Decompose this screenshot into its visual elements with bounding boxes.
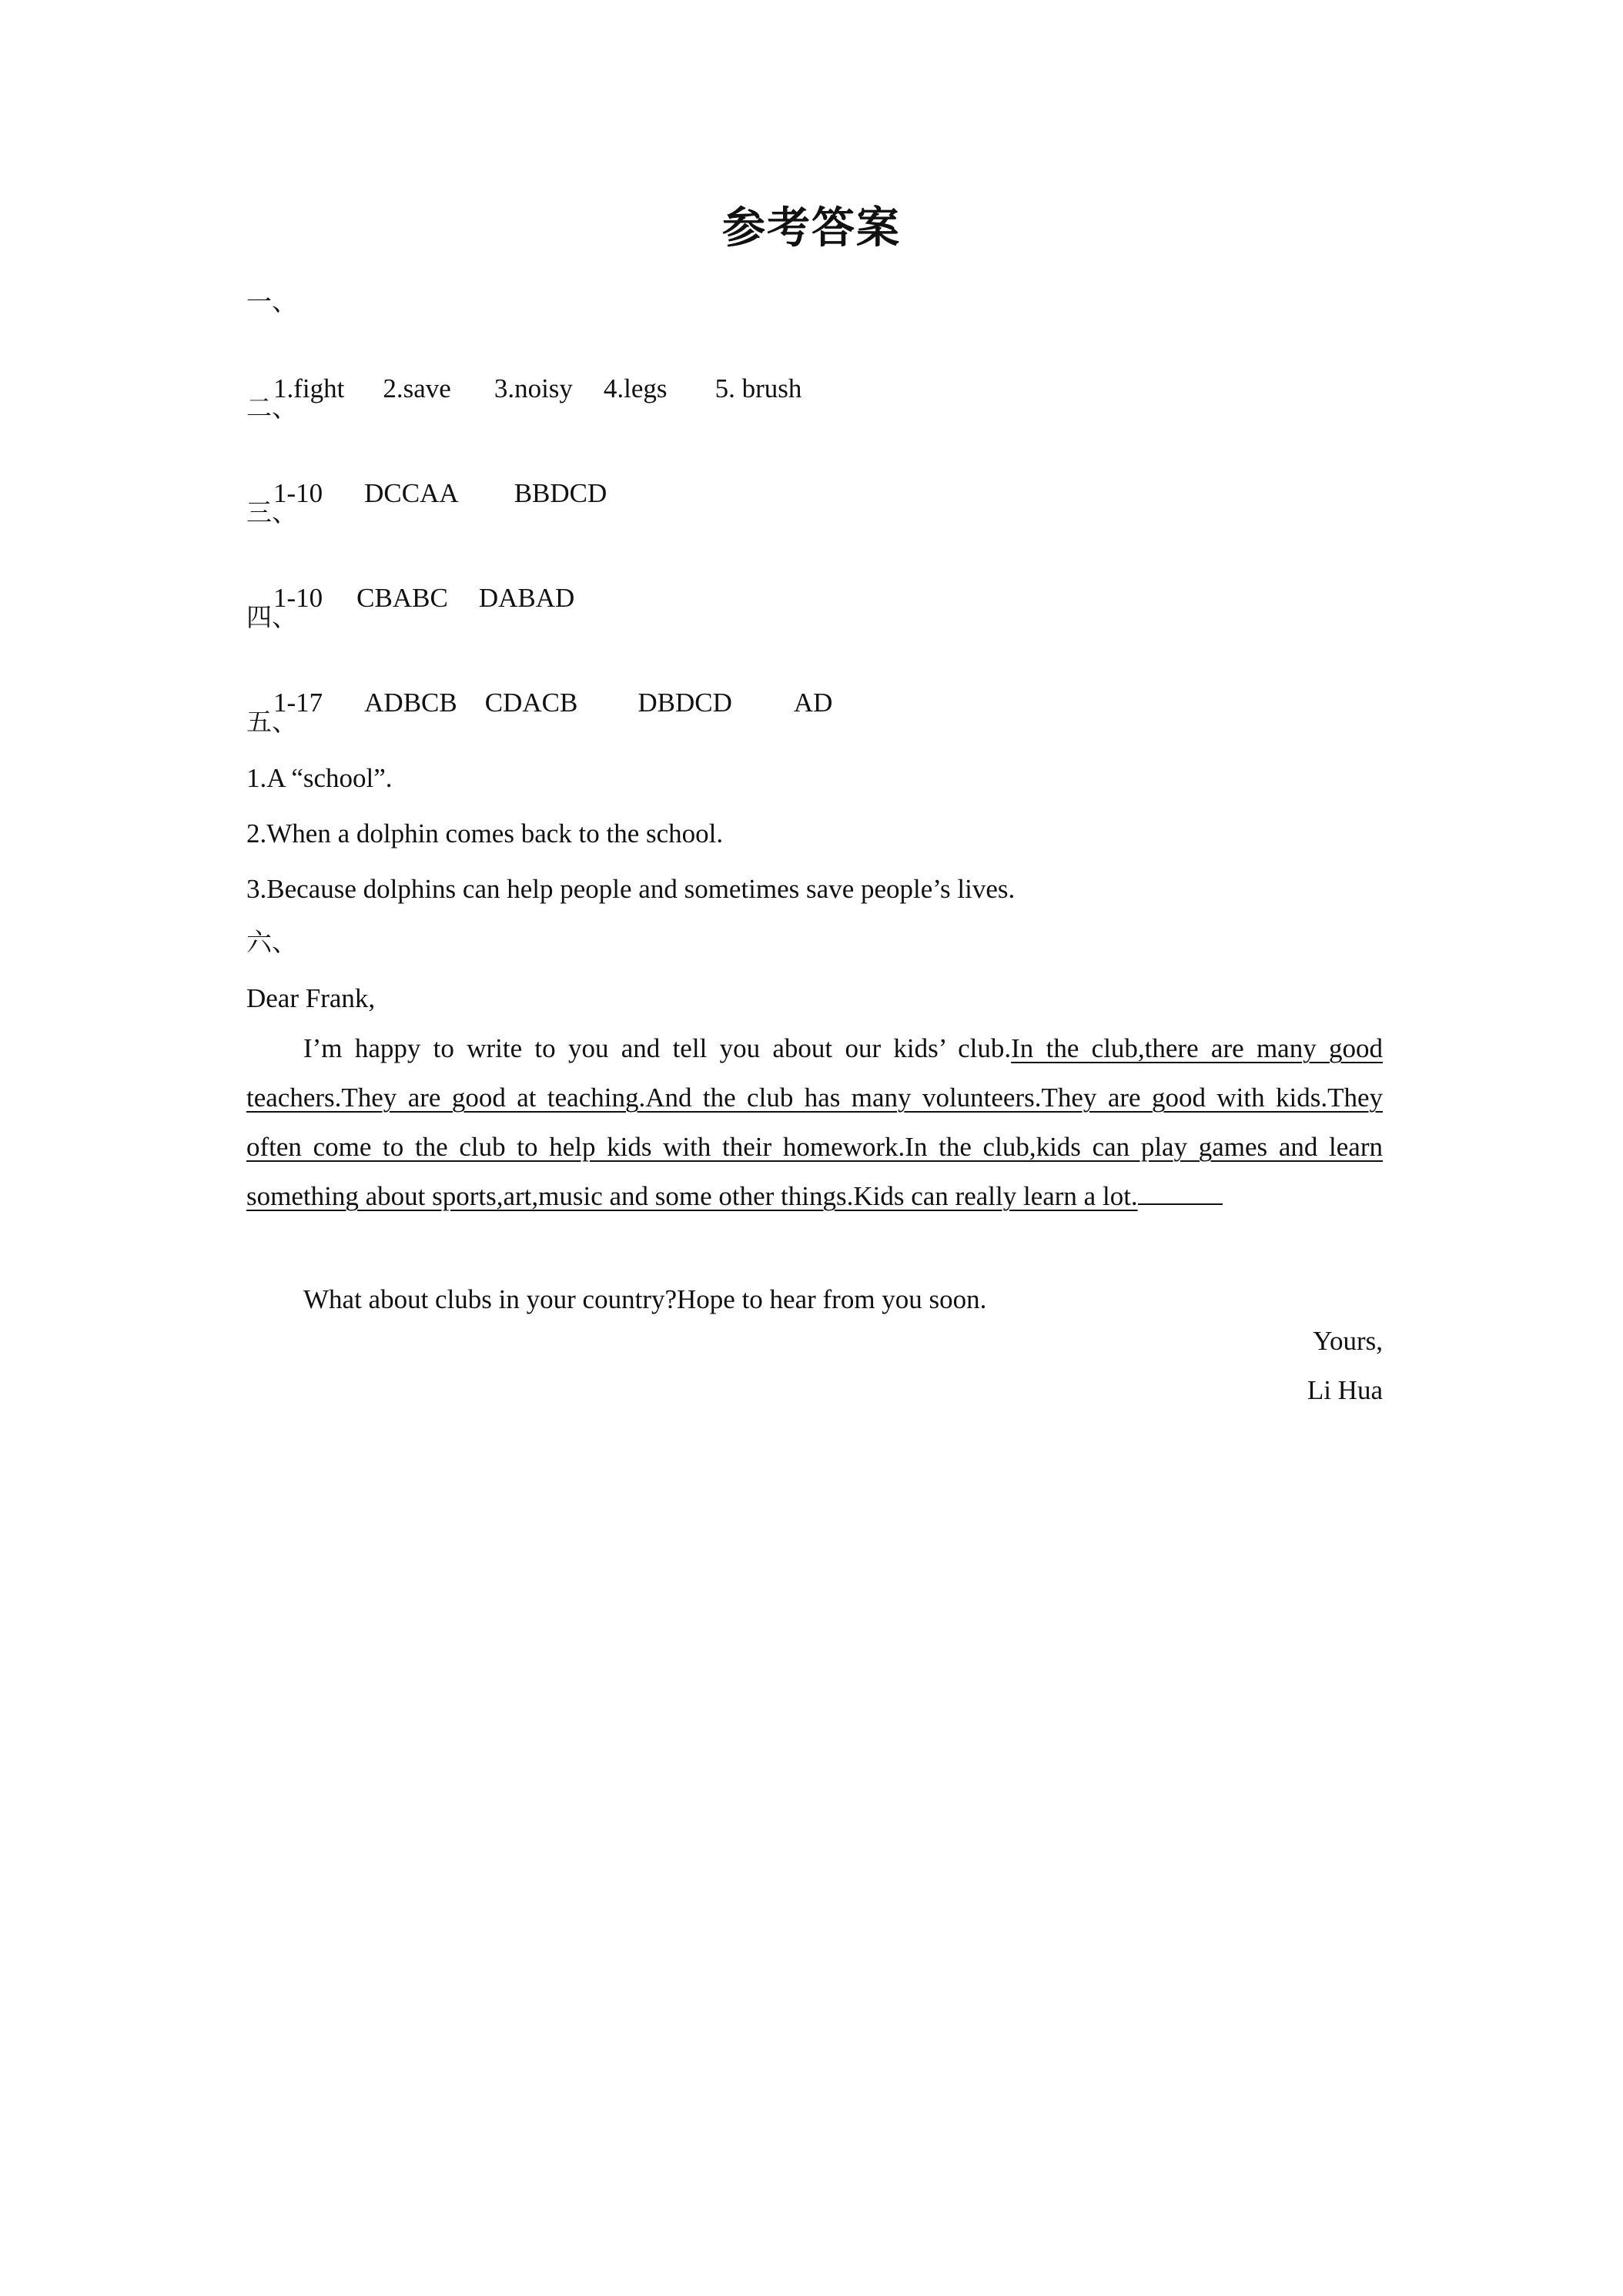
short-answer-2: 2.When a dolphin comes back to the school.: [246, 818, 724, 848]
answer-group: CDACB: [484, 688, 578, 718]
section-1-answers: [246, 340, 801, 437]
letter-body: [246, 1024, 1383, 1221]
answer-group: AD: [793, 688, 833, 718]
short-answer-3: 3.Because dolphins can help people and sometimes save people’s lives.: [246, 874, 1016, 904]
answer-range: 1-17: [273, 688, 323, 718]
answer-item: 2.save: [383, 373, 451, 403]
answer-item: 4.legs: [603, 373, 668, 403]
answer-range: 1-10: [273, 583, 323, 613]
section-heading-4: 四、: [246, 602, 297, 632]
section-heading-6: 六、: [246, 927, 297, 957]
answer-item: 5. brush: [714, 373, 802, 403]
answer-group: ADBCB: [364, 688, 457, 718]
letter-salutation: Dear Frank,: [246, 983, 376, 1013]
answer-item: 1.fight: [273, 373, 345, 403]
section-heading-5: 五、: [246, 707, 297, 737]
answer-group: DABAD: [478, 583, 575, 613]
short-answer-1: 1.A “school”.: [246, 763, 393, 793]
letter-closing-paragraph: What about clubs in your country?Hope to hear from you soon.: [303, 1284, 987, 1314]
letter-signature: Li Hua: [1307, 1375, 1383, 1405]
answer-group: CBABC: [356, 583, 448, 613]
letter-underlined-text: In the club,there are many good teachers.They are good at teaching.And the club has many volunteers.They are good with kids.They often come to the club to help kids with their homework.In the club,kids can play games and learn something about sports,art,music and some other things.Kids can really learn a lot.: [246, 1033, 1384, 1211]
section-heading-2: 二、: [246, 393, 297, 423]
letter-signoff: Yours,: [1313, 1326, 1383, 1356]
underline-blank: [1138, 1180, 1223, 1205]
answer-group: DCCAA: [364, 478, 459, 508]
section-4-answers: [246, 654, 832, 751]
section-heading-1: 一、: [246, 286, 297, 316]
answer-range: 1-10: [273, 478, 323, 508]
answer-group: BBDCD: [514, 478, 607, 508]
section-2-answers: [246, 445, 607, 542]
answer-item: 3.noisy: [494, 373, 573, 403]
page-title: 参考答案: [722, 203, 901, 253]
section-heading-3: 三、: [246, 497, 297, 527]
letter-intro: I’m happy to write to you and tell you about our kids’ club.: [303, 1033, 1012, 1063]
answer-group: DBDCD: [637, 688, 732, 718]
